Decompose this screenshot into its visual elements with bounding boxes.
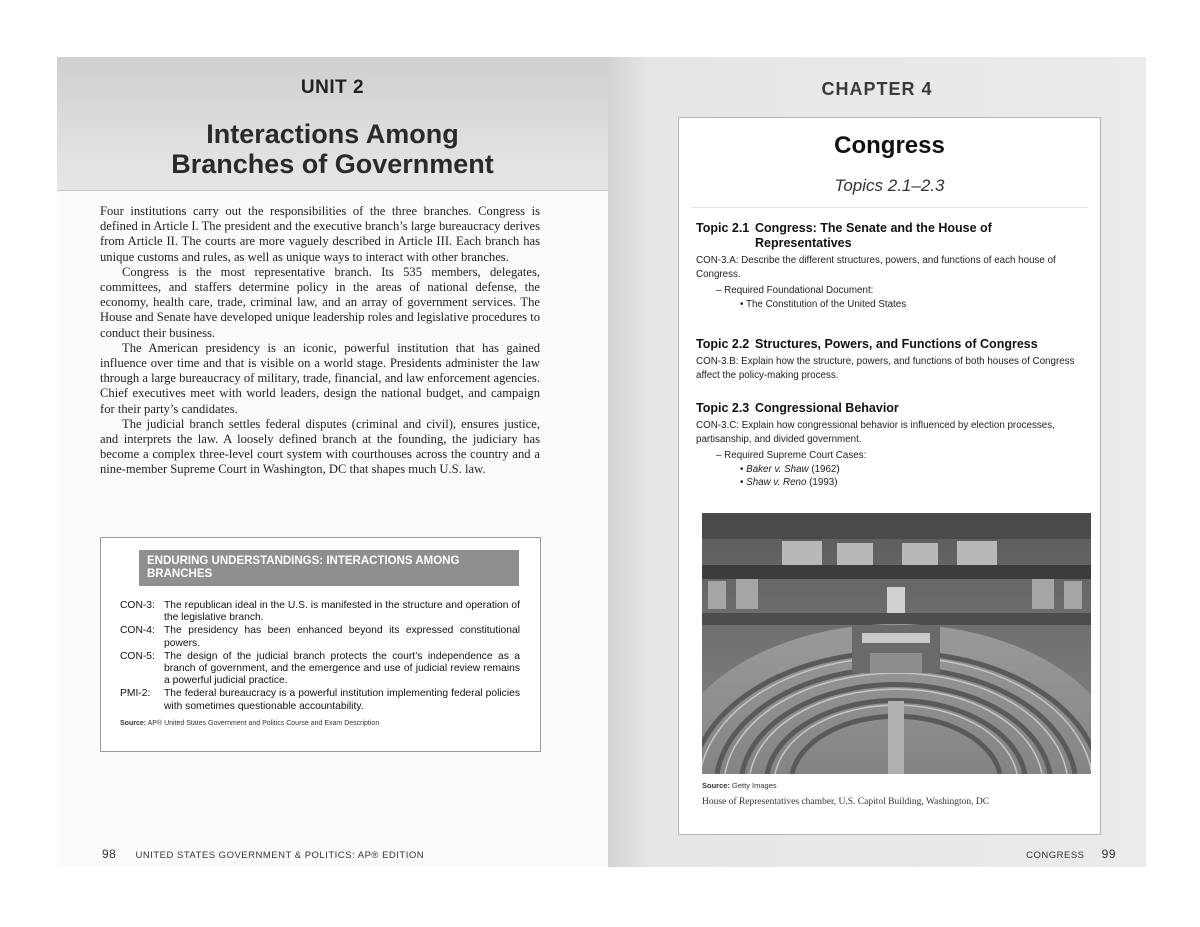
enduring-understandings-list: [120, 600, 520, 714]
topic-2-3: [696, 401, 1088, 490]
right-page: [608, 57, 1146, 867]
page-number-right: 99: [1101, 847, 1116, 861]
topic-description: CON-3.A: Describe the different structures, powers, and functions of each house of Congress.: [696, 255, 1056, 280]
chapter-title: Congress: [834, 132, 945, 159]
required-document: The Constitution of the United States: [745, 298, 907, 310]
list-item: • Baker v. Shaw (1962): [740, 463, 840, 475]
enduring-understandings-box: [100, 537, 541, 752]
right-page-footer: [1026, 847, 1116, 861]
topic-number: Topic 2.3: [696, 401, 750, 415]
topic-number: Topic 2.2: [696, 337, 750, 351]
list-item: [120, 625, 520, 649]
book-title-footer: UNITED STATES GOVERNMENT & POLITICS: AP® EDITION: [135, 850, 425, 861]
eu-code: CON-5:: [120, 650, 155, 662]
topic-number: Topic 2.1: [696, 221, 750, 235]
intro-paragraph: Congress is the most representative branch. Its 535 members, delegates, committees, and staffers determine policy in the areas of national defense, the economy, health care, trade, criminal law, and an array of government services. The House and Senate have developed unique leadership roles and legislative procedures to conduct their business.: [100, 264, 540, 340]
divider: [691, 207, 1088, 208]
chapter-label: CHAPTER 4: [821, 79, 933, 99]
unit-label: UNIT 2: [300, 77, 365, 98]
unit-header: [57, 57, 608, 191]
required-cases-label: – Required Supreme Court Cases:: [716, 450, 867, 461]
case-name: Shaw v. Reno: [746, 477, 807, 488]
topic-name: Congressional Behavior: [755, 401, 899, 415]
topics-range: Topics 2.1–2.3: [834, 176, 945, 195]
intro-paragraph: Four institutions carry out the responsibilities of the three branches. Congress is defined in Article I. The president and the executive branch’s large bureaucracy derives from Article II. The courts are more vaguely described in Article III. Each branch has unique customs and rules, as well as unique ways to interact with other branches.: [100, 204, 540, 264]
unit-title-line2: Branches of Government: [171, 149, 494, 179]
topic-heading: [696, 337, 1088, 352]
list-item: [120, 688, 520, 712]
eu-text: The presidency has been enhanced beyond its expressed constitutional powers.: [164, 625, 520, 649]
enduring-understandings-header: ENDURING UNDERSTANDINGS: INTERACTIONS AMONG BRANCHES: [139, 550, 519, 586]
eu-code: PMI-2:: [120, 688, 151, 700]
list-item: • The Constitution of the United States: [740, 298, 907, 310]
unit-intro-text: [100, 204, 540, 478]
unit-title-line1: Interactions Among: [206, 119, 459, 149]
unit-title: [57, 119, 608, 179]
chapter-footer: CONGRESS: [1026, 850, 1085, 861]
eu-code: CON-3:: [120, 600, 155, 611]
topic-description: CON-3.C: Explain how congressional behavior is influenced by election processes, partisanship, and divided government.: [696, 420, 1055, 445]
chamber-illustration: [702, 513, 1091, 774]
house-chamber-photo: [702, 513, 1091, 774]
photo-source-text: Getty Images: [732, 781, 777, 790]
photo-caption: House of Representatives chamber, U.S. Capitol Building, Washington, DC: [702, 797, 990, 807]
eu-source-line: [120, 720, 379, 727]
eu-source-text: AP® United States Government and Politics Course and Exam Description: [147, 720, 380, 727]
list-item: [120, 651, 520, 688]
topic-2-1: [696, 221, 1088, 311]
photo-source: [702, 781, 777, 790]
intro-paragraph: The American presidency is an iconic, powerful institution that has gained influence over time and that is visible on a world stage. Presidents administer the law through a large bureaucracy of military, trade, financial, and law enforcement agencies. Chief executives meet with world leaders, design the national budget, and campaign for their party’s candidates.: [100, 340, 540, 416]
case-year: (1962): [811, 463, 840, 475]
topic-name: Congress: The Senate and the House of Representatives: [755, 221, 992, 250]
page-number-left: 98: [102, 847, 117, 861]
eu-source-label: Source:: [120, 720, 147, 727]
eu-code: CON-4:: [120, 625, 155, 637]
eu-text: The republican ideal in the U.S. is manifested in the structure and operation of the legislative branch.: [164, 600, 520, 624]
eu-text: The design of the judicial branch protects the court’s independence as a branch of government, and the emergence and use of judicial review remains a powerful judicial practice.: [164, 650, 520, 687]
eu-text: The federal bureaucracy is a powerful institution implementing federal policies with sometimes questionable accountability.: [164, 688, 520, 712]
topic-name: Structures, Powers, and Functions of Congress: [755, 337, 1038, 351]
left-page: [57, 57, 608, 867]
topic-heading: [696, 401, 1088, 416]
photo-source-label: Source:: [702, 781, 730, 790]
required-document-label: – Required Foundational Document:: [716, 285, 874, 296]
list-item: [120, 600, 520, 624]
case-year: (1993): [809, 477, 838, 488]
topic-description: CON-3.B: Explain how the structure, powers, and functions of both houses of Congress affect the policy-making process.: [696, 356, 1075, 381]
topic-2-2: [696, 337, 1088, 382]
left-page-footer: [102, 847, 424, 861]
intro-paragraph: The judicial branch settles federal disputes (criminal and civil), ensures justice, and interprets the law. A loosely defined branch at the founding, the judiciary has become a complex three-level court system with courthouses across the country and a nine-member Supreme Court in Washington, DC that shapes much U.S. law.: [100, 416, 540, 477]
list-item: • Shaw v. Reno (1993): [740, 477, 838, 488]
topic-heading: [696, 221, 1088, 251]
case-name: Baker v. Shaw: [746, 463, 809, 475]
chapter-topics-panel: [678, 117, 1101, 835]
